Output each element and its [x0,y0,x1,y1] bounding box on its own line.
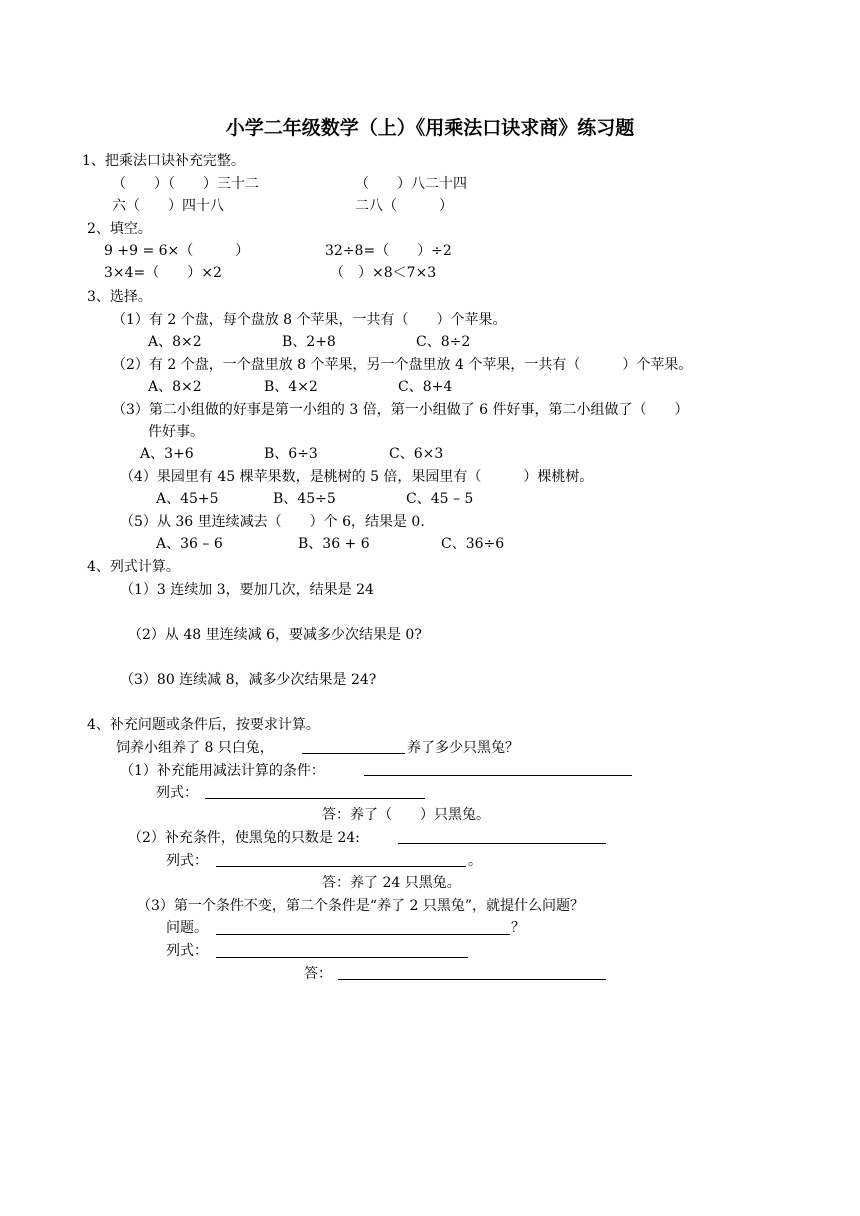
s5-q1-answer: 答：养了（ ）只黑兔。 [322,807,490,823]
s3-question-2: （2）有 2 个盘，一个盘里放 8 个苹果，另一个盘里放 4 个苹果，一共有（ ）个苹果。 [112,357,693,373]
s2-item-b: 32÷8=（ ）÷2 [325,243,452,259]
s3-q3-option-a: A、3+6 [140,446,194,462]
s5-question-1: （1）补充能用减法计算的条件： [120,763,325,779]
s3-question-3: （3）第二小组做的好事是第一小组的 3 倍，第一小组做了 6 件好事，第二小组做了（ ） [112,402,689,418]
s3-q3-option-c: C、6×3 [389,446,444,462]
s5-q1-condition-blank[interactable] [364,775,632,776]
s5-q2-formula-label: 列式： [166,853,208,869]
s5-q3-formula-label: 列式： [166,943,208,959]
s3-q4-option-c: C、45 – 5 [406,491,474,507]
s3-q1-option-c: C、8÷2 [416,334,471,350]
s5-question-3: （3）第一个条件不变，第二个条件是“养了 2 只黑兔”，就提什么问题？ [137,898,585,914]
s1-item-a: （ ）（ ）三十二 [112,176,259,192]
s3-q2-option-c: C、8+4 [398,379,453,395]
s5-intro-end: 养了多少只黑兔？ [407,740,519,756]
s2-item-a: 9 +9 = 6×（ ） [104,243,250,259]
s5-q3-formula-blank[interactable] [216,957,468,958]
s5-intro-blank[interactable] [302,753,405,754]
s5-q2-formula-blank[interactable] [216,866,466,867]
s3-q2-option-b: B、4×2 [264,379,318,395]
s3-question-5: （5）从 36 里连续减去（ ）个 6，结果是 0. [120,514,425,530]
section-3-heading: 3、选择。 [87,289,152,305]
s5-q3-question-label: 问题。 [166,920,208,936]
s5-q2-answer: 答：养了 24 只黑兔。 [322,875,461,891]
s3-q1-option-a: A、8×2 [148,334,202,350]
page-title: 小学二年级数学（上）《用乘法口诀求商》练习题 [225,117,635,139]
section-5-heading: 4、补充问题或条件后，按要求计算。 [87,717,320,733]
s3-q3-option-b: B、6÷3 [264,446,318,462]
s3-q1-option-b: B、2+8 [282,334,336,350]
s3-q5-option-b: B、36 + 6 [298,536,370,552]
section-1-heading: 1、把乘法口诀补充完整。 [82,153,245,169]
s2-item-c: 3×4=（ ）×2 [104,265,222,281]
s3-q2-option-a: A、8×2 [148,379,202,395]
s2-item-d: （ ）×8＜7×3 [330,265,437,281]
s5-intro-start: 饲养小组养了 8 只白兔， [116,740,274,756]
s3-q4-option-b: B、45÷5 [273,491,336,507]
s3-question-4: （4）果园里有 45 棵苹果数，是桃树的 5 倍，果园里有（ ）棵桃树。 [120,469,594,485]
s3-question-3-cont: 件好事。 [148,424,204,440]
section-4-heading: 4、列式计算。 [87,559,180,575]
s3-q5-option-a: A、36 – 6 [156,536,223,552]
s5-q2-formula-end: 。 [468,853,482,869]
s5-q1-formula-label: 列式： [156,785,198,801]
s3-question-1: （1）有 2 个盘，每个盘放 8 个苹果，一共有（ ）个苹果。 [112,312,507,328]
s5-question-2: （2）补充条件，使黑兔的只数是 24: [128,830,360,846]
s5-q3-answer-label: 答： [304,966,332,982]
s3-q4-option-a: A、45+5 [156,491,219,507]
s4-question-1: （1）3 连续加 3，要加几次，结果是 24 [120,582,374,598]
s4-question-2: （2）从 48 里连续减 6，要减多少次结果是 0? [128,627,422,643]
s5-q2-condition-blank[interactable] [398,843,606,844]
s4-question-3: （3）80 连续减 8，减多少次结果是 24? [120,672,377,688]
s5-q3-answer-blank[interactable] [338,979,606,980]
s5-q1-formula-blank[interactable] [205,798,425,799]
s5-q3-question-mark: ？ [511,920,525,936]
section-2-heading: 2、填空。 [87,221,152,237]
s1-item-b: （ ）八二十四 [355,176,467,192]
s3-q5-option-c: C、36÷6 [441,536,505,552]
s1-item-d: 二八（ ） [355,198,453,214]
s1-item-c: 六（ ）四十八 [112,198,224,214]
s5-q3-question-blank[interactable] [216,934,510,935]
